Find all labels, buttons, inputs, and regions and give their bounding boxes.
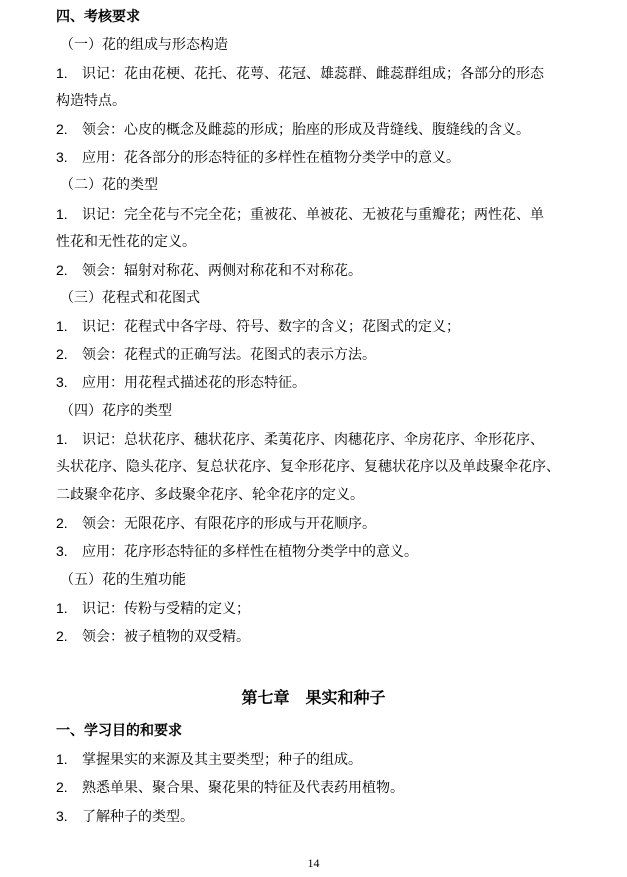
list-item: [56, 541, 587, 562]
page-number: 14: [307, 856, 320, 870]
section-heading: 一、学习目的和要求: [56, 723, 182, 739]
list-item: [56, 344, 587, 365]
item-text: 领会：辐射对称花、两侧对称花和不对称花。: [82, 263, 362, 279]
item-text: 识记：完全花与不完全花；重被花、单被花、无被花与重瓣花；两性花、单: [82, 207, 544, 223]
item-text: 掌握果实的来源及其主要类型；种子的组成。: [82, 752, 362, 768]
list-item: [56, 63, 587, 84]
item-text: 应用：花序形态特征的多样性在植物分类学中的意义。: [82, 544, 418, 560]
item-number: 2.: [56, 628, 68, 644]
list-item: [56, 626, 587, 647]
item-number: 2.: [56, 515, 68, 531]
list-item-continuation: 头状花序、隐头花序、复总状花序、复伞形花序、复穗状花序以及单歧聚伞花序、: [56, 459, 560, 475]
subsection-title: （二）花的类型: [60, 177, 158, 193]
list-item: [56, 372, 587, 393]
subsection-title: （四）花序的类型: [60, 403, 172, 419]
item-text: 领会：心皮的概念及雌蕊的形成；胎座的形成及背缝线、腹缝线的含义。: [82, 122, 530, 138]
subsection-title: （一）花的组成与形态构造: [60, 37, 228, 53]
item-text: 应用：花各部分的形态特征的多样性在植物分类学中的意义。: [82, 150, 460, 166]
list-item: [56, 260, 587, 281]
list-item: [56, 777, 587, 798]
item-text: 应用：用花程式描述花的形态特征。: [82, 375, 306, 391]
section-heading: 四、考核要求: [56, 9, 140, 25]
item-number: 1.: [56, 318, 68, 334]
item-number: 2.: [56, 346, 68, 362]
chapter-title: 第七章 果实和种子: [241, 688, 386, 707]
item-text: 识记：花由花梗、花托、花萼、花冠、雄蕊群、雌蕊群组成；各部分的形态: [82, 66, 544, 82]
item-number: 3.: [56, 543, 68, 559]
list-item-continuation: 性花和无性花的定义。: [56, 234, 196, 250]
subsection-title: （五）花的生殖功能: [60, 572, 186, 588]
item-number: 3.: [56, 808, 68, 824]
item-number: 2.: [56, 779, 68, 795]
list-item: [56, 749, 587, 770]
item-text: 识记：传粉与受精的定义；: [82, 601, 250, 617]
item-number: 2.: [56, 262, 68, 278]
item-number: 1.: [56, 431, 68, 447]
item-number: 1.: [56, 751, 68, 767]
item-number: 1.: [56, 206, 68, 222]
list-item: [56, 119, 587, 140]
item-text: 了解种子的类型。: [82, 809, 194, 825]
subsection-title: （三）花程式和花图式: [60, 290, 200, 306]
list-item-continuation: 二歧聚伞花序、多歧聚伞花序、轮伞花序的定义。: [56, 487, 364, 503]
item-text: 识记：总状花序、穗状花序、柔荑花序、肉穗花序、伞房花序、伞形花序、: [82, 432, 544, 448]
item-text: 领会：无限花序、有限花序的形成与开花顺序。: [82, 516, 376, 532]
list-item: [56, 513, 587, 534]
item-number: 3.: [56, 149, 68, 165]
item-text: 领会：花程式的正确写法。花图式的表示方法。: [82, 347, 376, 363]
list-item: [56, 429, 587, 450]
item-text: 领会：被子植物的双受精。: [82, 629, 250, 645]
item-text: 识记：花程式中各字母、符号、数字的含义；花图式的定义；: [82, 319, 460, 335]
item-number: 1.: [56, 600, 68, 616]
item-number: 3.: [56, 374, 68, 390]
item-text: 熟悉单果、聚合果、聚花果的特征及代表药用植物。: [82, 780, 404, 796]
list-item: [56, 204, 587, 225]
item-number: 2.: [56, 121, 68, 137]
list-item: [56, 598, 587, 619]
list-item: [56, 147, 587, 168]
list-item: [56, 316, 587, 337]
list-item: [56, 806, 587, 827]
list-item-continuation: 构造特点。: [56, 93, 126, 109]
item-number: 1.: [56, 65, 68, 81]
